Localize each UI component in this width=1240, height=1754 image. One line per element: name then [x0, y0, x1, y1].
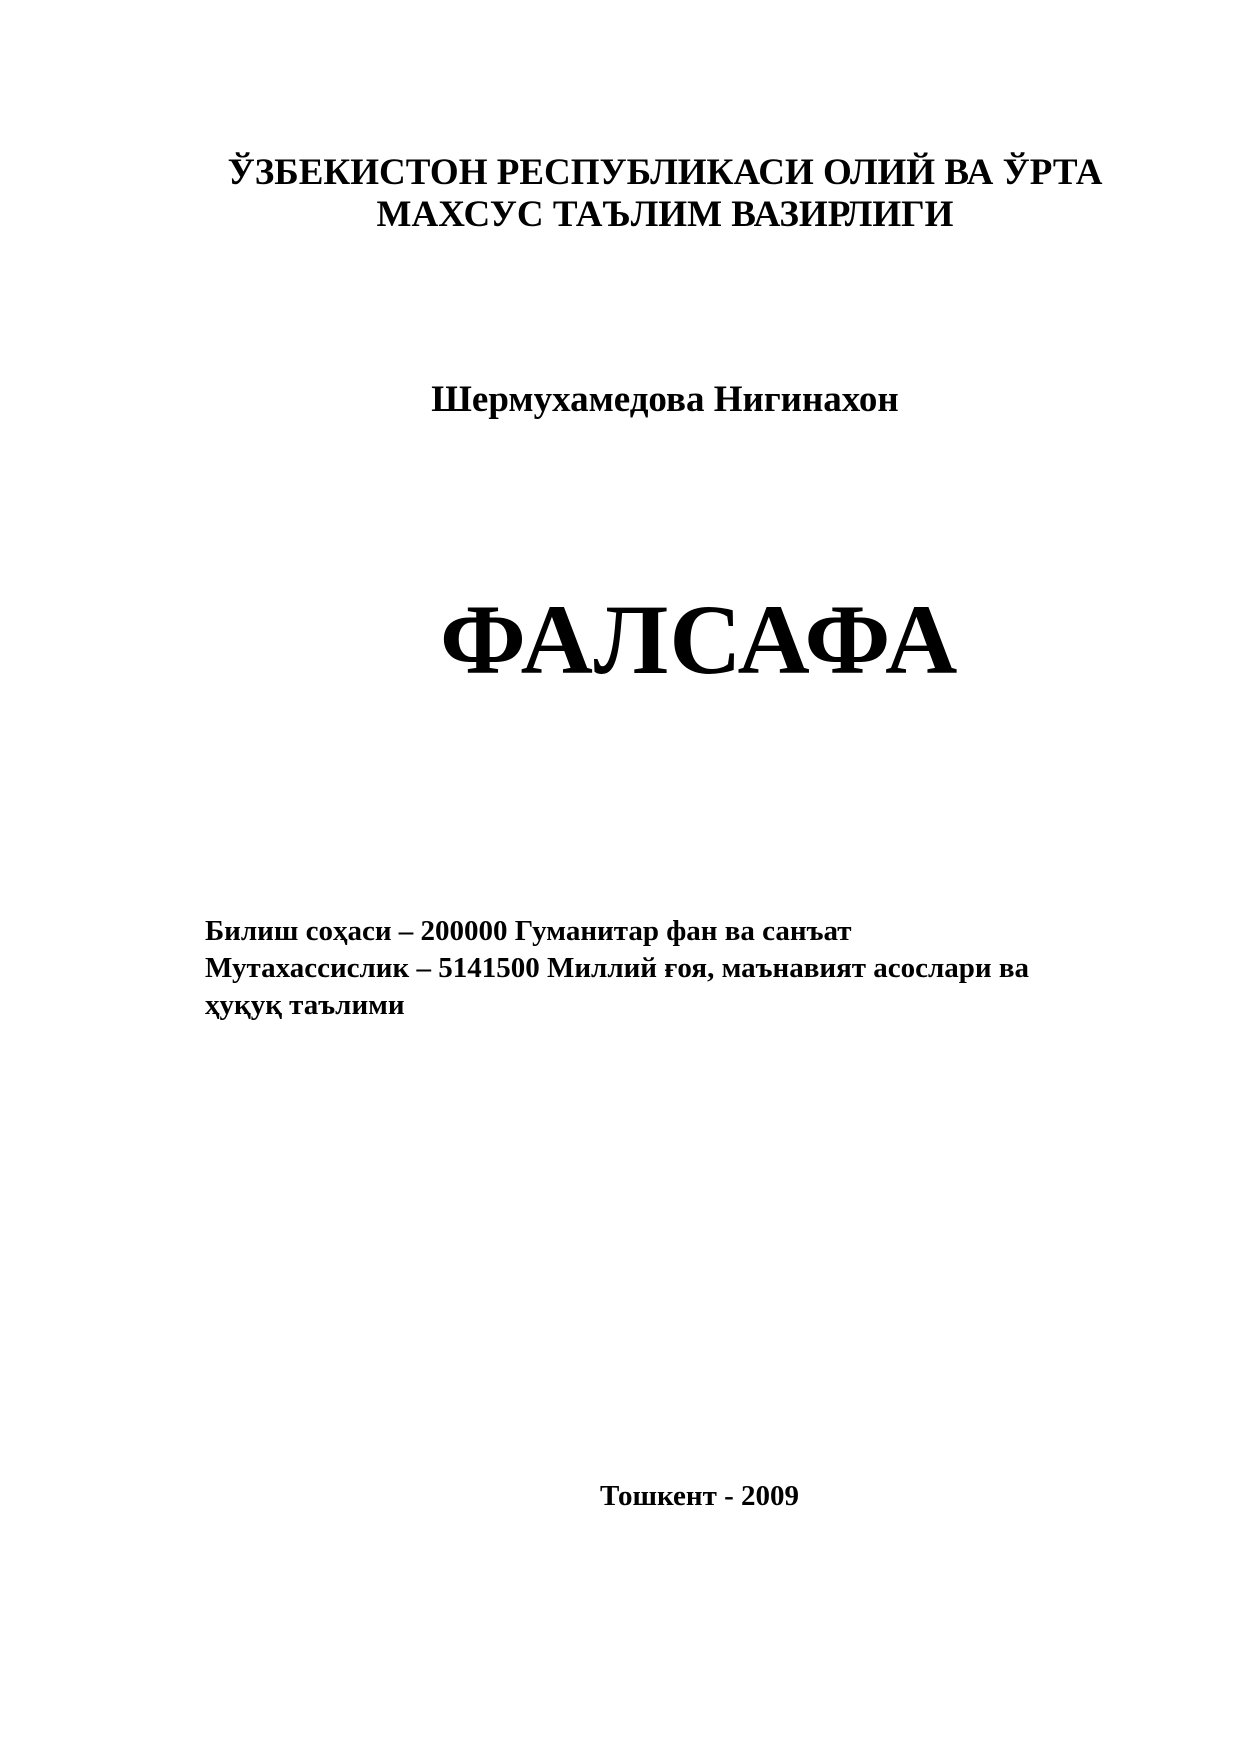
specialty-info — [205, 913, 1105, 1024]
author-name: Шермухамедова Нигинахон — [431, 379, 899, 420]
city-year: Тошкент - 2009 — [600, 1480, 799, 1512]
specialty-line-2: Мутахассислик – 5141500 Миллий ғоя, маънавият асослари ва — [205, 952, 1030, 984]
specialty-line-3: ҳуқуқ таълими — [205, 989, 405, 1021]
ministry-line-2: МАХСУС ТАЪЛИМ ВАЗИРЛИГИ — [376, 194, 954, 235]
specialty-line-1: Билиш соҳаси – 200000 Гуманитар фан ва санъат — [205, 915, 852, 947]
book-title: ФАЛСАФА — [440, 584, 959, 695]
ministry-heading — [0, 152, 1240, 236]
ministry-line-1: ЎЗБЕКИСТОН РЕСПУБЛИКАСИ ОЛИЙ ВА ЎРТА — [227, 152, 1103, 193]
